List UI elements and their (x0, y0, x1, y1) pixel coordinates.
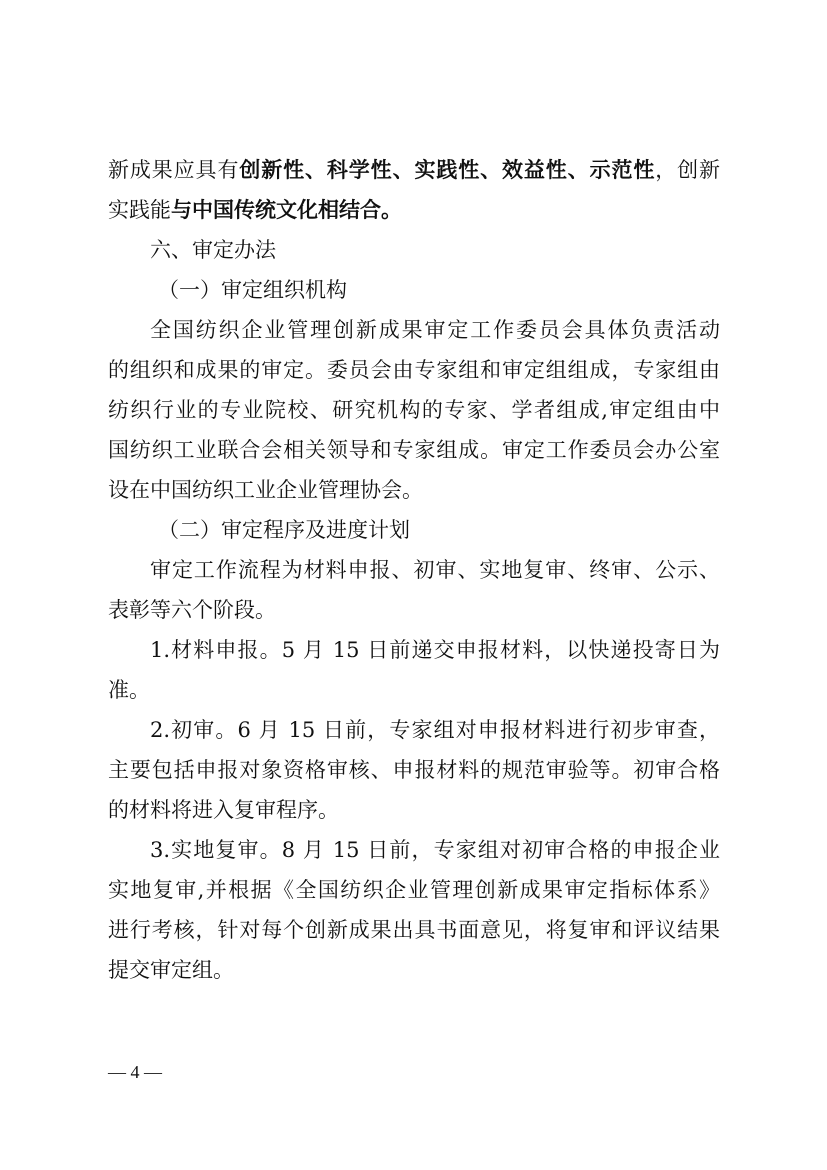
paragraph-line: 3.实地复审。8 月 15 日前，专家组对初审合格的申报企业 (150, 838, 720, 862)
subsection-heading-two: （二）审定程序及进度计划 (158, 518, 410, 542)
text-segment: 实践能 (108, 198, 171, 222)
paragraph-line: 进行考核，针对每个创新成果出具书面意见，将复审和评议结果 (108, 918, 720, 942)
paragraph-line: 1.材料申报。5 月 15 日前递交申报材料，以快递投寄日为 (150, 638, 720, 662)
subsection-heading-one: （一）审定组织机构 (158, 278, 347, 302)
paragraph-line: 提交审定组。 (108, 958, 234, 982)
document-body (108, 150, 720, 990)
paragraph-line: 表彰等六个阶段。 (108, 598, 276, 622)
page-number: — 4 — (108, 1062, 162, 1082)
paragraph-line: 准。 (108, 678, 150, 702)
text-segment: ，创新 (655, 158, 721, 182)
paragraph-line: 纺织行业的专业院校、研究机构的专家、学者组成,审定组由中 (108, 398, 720, 422)
paragraph-line: 实地复审,并根据《全国纺织企业管理创新成果审定指标体系》 (108, 878, 720, 902)
paragraph-line: 全国纺织企业管理创新成果审定工作委员会具体负责活动 (150, 318, 720, 342)
paragraph-line: 审定工作流程为材料申报、初审、实地复审、终审、公示、 (150, 558, 720, 582)
paragraph-line-2 (108, 190, 720, 230)
paragraph-line: 的组织和成果的审定。委员会由专家组和审定组组成，专家组由 (108, 358, 720, 382)
bold-text-segment: 创新性、科学性、实践性、效益性、示范性 (239, 157, 656, 182)
paragraph-line: 主要包括申报对象资格审核、申报材料的规范审验等。初审合格 (108, 758, 720, 782)
text-segment: 新成果应具有 (108, 158, 240, 182)
paragraph-line-1 (108, 150, 720, 190)
paragraph-line: 国纺织工业联合会相关领导和专家组成。审定工作委员会办公室 (108, 438, 720, 462)
paragraph-line: 的材料将进入复审程序。 (108, 798, 339, 822)
section-heading-six: 六、审定办法 (150, 238, 276, 262)
paragraph-line: 设在中国纺织工业企业管理协会。 (108, 478, 423, 502)
bold-text-segment: 与中国传统文化相结合。 (171, 197, 402, 222)
paragraph-line: 2.初审。6 月 15 日前，专家组对申报材料进行初步审查， (150, 718, 720, 742)
